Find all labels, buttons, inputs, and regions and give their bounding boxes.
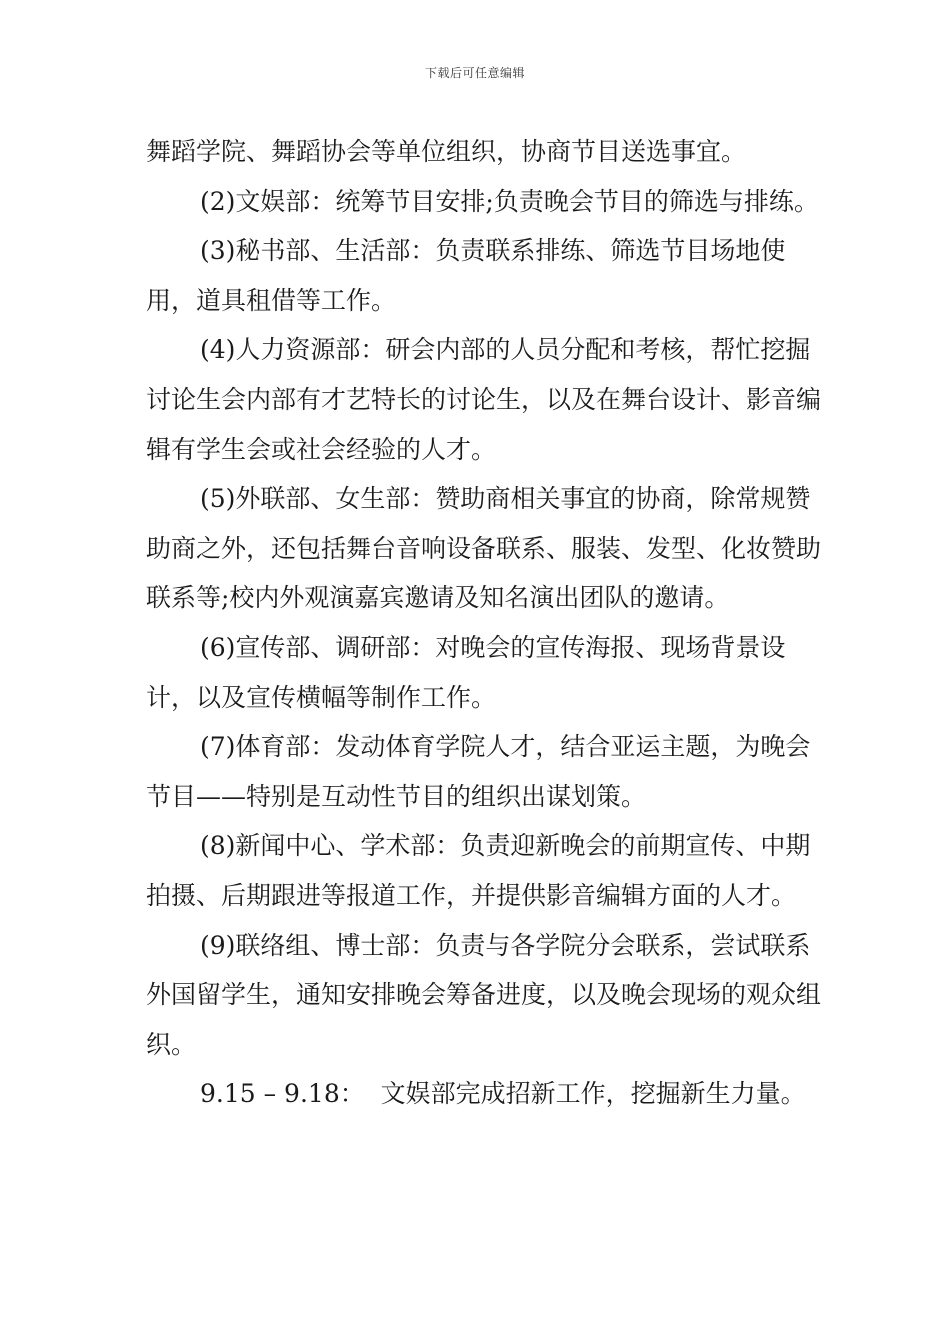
paragraph-4: (4)人力资源部：研会内部的人员分配和考核，帮忙挖掘讨论生会内部有才艺特长的讨论生，以及在舞台设计、影音编辑有学生会或社会经验的人才。 [146, 335, 822, 464]
schedule-line [146, 1069, 826, 1119]
paragraph-3: (3)秘书部、生活部：负责联系排练、筛选节目场地使用，道具租借等工作。 [146, 236, 786, 315]
paragraph-6: (6)宣传部、调研部：对晚会的宣传海报、现场背景设计，以及宣传横幅等制作工作。 [146, 632, 786, 712]
document-body [146, 127, 826, 1119]
paragraph-1: 舞蹈学院、舞蹈协会等单位组织，协商节目送选事宜。 [146, 137, 747, 166]
paragraph-9: (9)联络组、博士部：负责与各学院分会联系，尝试联系外国留学生，通知安排晚会筹备进度，以及晚会现场的观众组织。 [146, 930, 822, 1059]
paragraph-8: (8)新闻中心、学术部：负责迎新晚会的前期宣传、中期拍摄、后期跟进等报道工作，并提供影音编辑方面的人才。 [146, 831, 811, 910]
paragraph-5: (5)外联部、女生部：赞助商相关事宜的协商，除常规赞助商之外，还包括舞台音响设备联系、服装、发型、化妆赞助联系等;校内外观演嘉宾邀请及知名演出团队的邀请。 [146, 484, 822, 613]
schedule-date: 9.15 – 9.18： [200, 1079, 365, 1109]
page-header: 下载后可任意编辑 [424, 66, 525, 80]
paragraph-7: (7)体育部：发动体育学院人才，结合亚运主题，为晚会节目——特别是互动性节目的组织出谋划策。 [146, 732, 811, 811]
schedule-text: 文娱部完成招新工作，挖掘新生力量。 [380, 1079, 806, 1109]
paragraph-2: (2)文娱部：统筹节目安排;负责晚会节目的筛选与排练。 [200, 186, 819, 216]
